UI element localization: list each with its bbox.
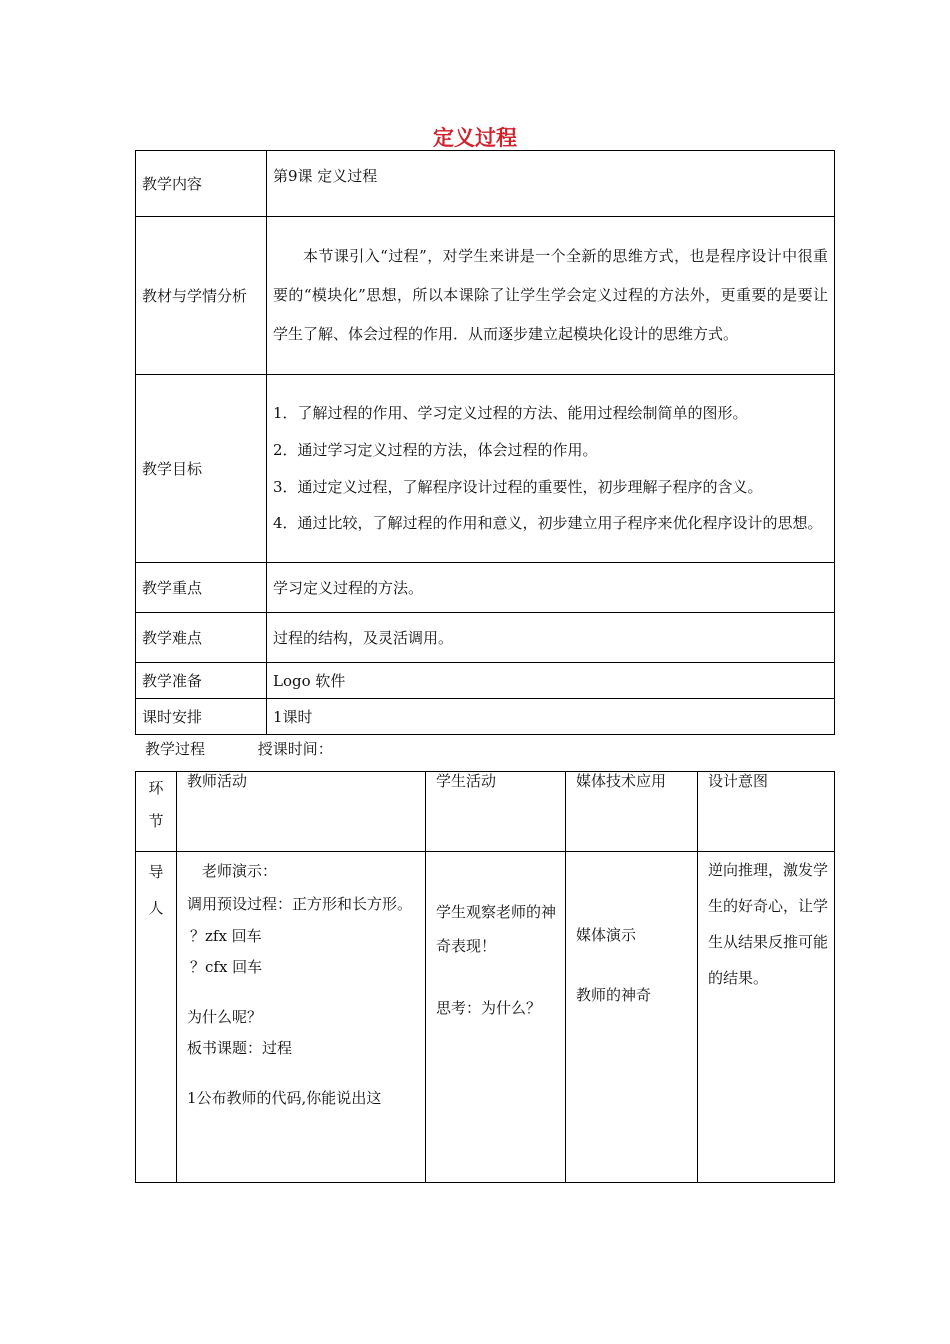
media-cell (566, 852, 698, 1183)
teacher-activity-cell (177, 852, 426, 1183)
process-label: 教学过程 (145, 740, 206, 758)
goal-item: 1．了解过程的作用、学习定义过程的方法、能用过程绘制简单的图形。 (273, 404, 748, 422)
table-row (136, 852, 835, 1183)
table-row (136, 563, 835, 613)
key-point-value: 学习定义过程的方法。 (267, 563, 835, 613)
student-line: 学生观察老师的神奇表现！ (436, 903, 557, 955)
teacher-line: 板书课题：过程 (187, 1039, 293, 1057)
goal-item: 2．通过学习定义过程的方法，体会过程的作用。 (273, 440, 598, 459)
row-label: 课时安排 (136, 699, 267, 735)
goals-list (267, 375, 835, 563)
stage-char: 人 (148, 899, 164, 917)
teacher-line: 老师演示： (202, 862, 278, 880)
preparation-value: Logo 软件 (267, 663, 835, 699)
teacher-line: 调用预设过程：正方形和长方形。 (187, 894, 413, 913)
row-label: 教学难点 (136, 613, 267, 663)
analysis-text: 本节课引入“过程”，对学生来讲是一个全新的思维方式，也是程序设计中很重要的“模块化”思想，所以本课除了让学生学会定义过程的方法外，更重要的是要让学生了解、体会过程的作用．从而逐步建立起模块化设计的思维方式。 (267, 217, 835, 375)
page-title: 定义过程 (433, 126, 517, 150)
table-row (136, 663, 835, 699)
teacher-line: ？cfx 回车 (190, 958, 263, 976)
teacher-header: 教师活动 (177, 772, 426, 852)
class-hours-value: 1课时 (267, 699, 835, 735)
stage-header (136, 772, 177, 852)
row-label: 教学目标 (136, 375, 267, 563)
row-label: 教学重点 (136, 563, 267, 613)
stage-char: 导 (148, 863, 164, 881)
stage-header-char: 环 (148, 779, 164, 797)
teacher-line: 1公布教师的代码,你能说出这 (187, 1088, 382, 1107)
teacher-line: 为什么呢？ (187, 1007, 263, 1026)
row-label: 教学准备 (136, 663, 267, 699)
difficulty-value: 过程的结构，及灵活调用。 (267, 613, 835, 663)
table-row (136, 699, 835, 735)
student-line: 思考：为什么？ (436, 998, 542, 1017)
time-label: 授课时间： (257, 740, 333, 758)
row-label: 教材与学情分析 (136, 217, 267, 375)
table-row (136, 613, 835, 663)
process-heading (145, 738, 381, 759)
media-line: 媒体演示 (576, 926, 637, 944)
process-table (135, 771, 835, 1183)
student-activity-cell (426, 852, 566, 1183)
intent-header: 设计意图 (698, 772, 835, 852)
stage-header-char: 节 (148, 812, 164, 830)
media-header: 媒体技术应用 (566, 772, 698, 852)
goal-item: 4．通过比较，了解过程的作用和意义，初步建立用子程序来优化程序设计的思想。 (273, 514, 823, 533)
intent-cell: 逆向推理，激发学生的好奇心，让学生从结果反推可能的结果。 (698, 852, 835, 1183)
student-header: 学生活动 (426, 772, 566, 852)
lesson-info-table (135, 150, 835, 735)
table-row (136, 151, 835, 217)
stage-cell (136, 852, 177, 1183)
media-line: 教师的神奇 (576, 986, 652, 1004)
lesson-title-value: 第9课 定义过程 (267, 151, 835, 217)
teacher-line: ？zfx 回车 (190, 926, 262, 945)
table-row (136, 375, 835, 563)
row-label: 教学内容 (136, 151, 267, 217)
goal-item: 3．通过定义过程，了解程序设计过程的重要性，初步理解子程序的含义。 (273, 477, 763, 496)
table-header-row (136, 772, 835, 852)
table-row (136, 217, 835, 375)
